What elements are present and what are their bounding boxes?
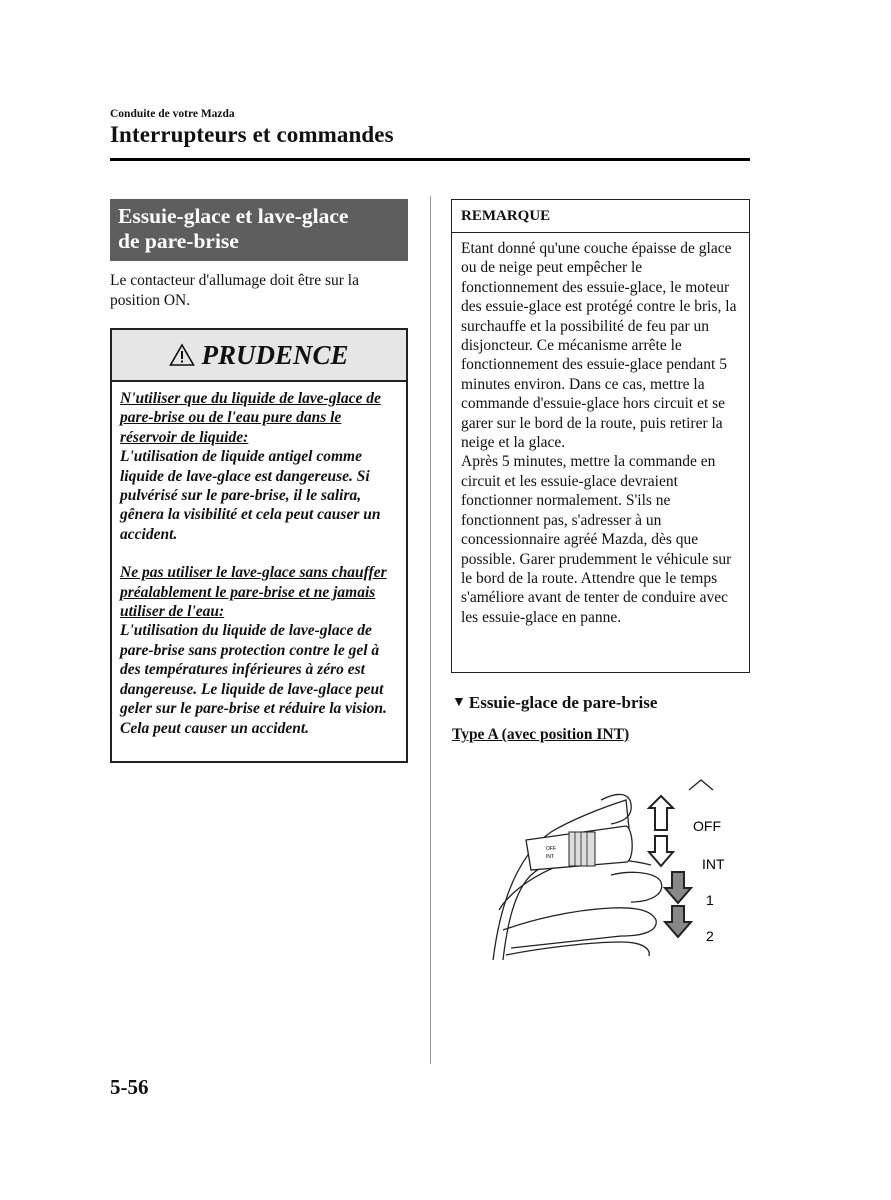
caution-box [110,328,408,763]
caution-p2-body: L'utilisation du liquide de lave-glace de pare-brise sans protection contre le gel à des températures inférieures à zéro est dangereuse. Le liquide de lave-glace peut geler sur le pare-brise et réduire la vision. Cela peut causer un accident. [120,622,387,737]
caution-p1-heading: N'utiliser que du liquide de lave-glace de pare-brise ou de l'eau pure dans le réservoir de liquide: [120,390,381,446]
note-box [451,199,750,673]
arrow-1-down-icon [665,872,691,903]
type-a-label: Type A (avec position INT) [452,726,630,743]
stalk-mark-int: INT [546,854,555,860]
running-header-kicker: Conduite de votre Mazda [110,108,235,120]
warning-triangle-icon [169,343,195,367]
page-title: Interrupteurs et commandes [110,122,394,147]
arrow-off-up-icon [649,796,673,830]
note-p1: Etant donné qu'une couche épaisse de glace ou de neige peut empêcher le fonctionnement des essuie-glace, le moteur des essuie-glace est protégé contre le bris, la surchauffe et la possibilité de feu par un disjoncteur. Ce mécanisme arrête le fonctionnement des essuie-glace pendant 5 minutes environ. Dans ce cas, mettre la commande d'essuie-glace hors circuit et se garer sur le bord de la route, puis retirer la neige et la glace. [461,240,737,452]
triangle-bullet-icon: ▼ [452,695,466,710]
chevron-up-icon [689,780,713,790]
page-number: 5-56 [110,1075,149,1099]
caution-p1-body: L'utilisation de liquide antigel comme liquide de lave-glace est dangereuse. Si pulvérisé sur le pare-brise, il le salira, gênera la visibilité et cela peut causer un accident. [120,448,381,543]
caution-title: PRUDENCE [201,339,349,370]
caution-body [112,382,406,738]
section-heading-line2: de pare-brise [118,229,239,253]
caution-p2-heading: Ne pas utiliser le lave-glace sans chauffer préalablement le pare-brise et ne jamais utiliser de l'eau: [120,564,387,621]
section-heading [110,199,408,261]
stalk-mark-off: OFF [546,846,556,852]
label-2: 2 [706,928,714,944]
header-rule [110,158,750,161]
note-p2: Après 5 minutes, mettre la commande en circuit et les essuie-glace devraient fonctionner normalement. S'ils ne fonctionnent pas, s'adresser à un concessionnaire agréé Mazda, dès que possible. Garer prudemment le véhicule sur le bord de la route. Attendre que le temps s'améliore avant de tenter de conduire avec les essuie-glace en panne. [461,453,732,626]
column-divider [430,196,431,1064]
label-int: INT [702,856,725,872]
wiper-lever-illustration [451,770,751,960]
arrow-int-down-icon [649,836,673,866]
label-1: 1 [706,892,714,908]
wiper-heading-text: Essuie-glace de pare-brise [468,693,658,712]
note-title: REMARQUE [452,200,749,233]
label-off: OFF [693,818,721,834]
caution-header [112,330,406,382]
section-heading-line1: Essuie-glace et lave-glace [118,204,349,228]
note-text [452,233,749,633]
wiper-subheading [452,693,657,713]
arrow-2-down-icon [665,906,691,937]
ignition-note: Le contacteur d'allumage doit être sur la position ON. [110,272,359,309]
